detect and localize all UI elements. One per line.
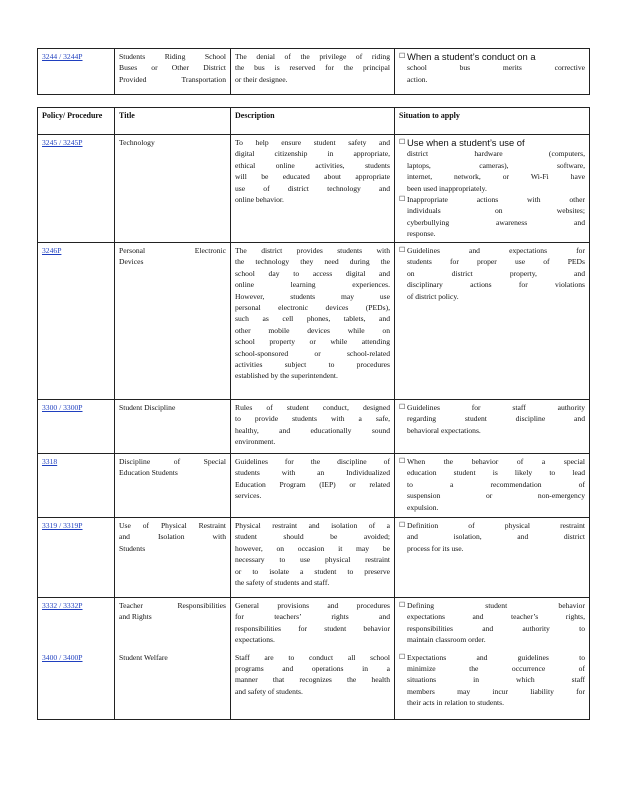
description-line: established by the superintendent. [235,371,338,381]
checkbox-icon: ☐ [399,246,406,254]
description-line: the technology they need during the [235,257,390,267]
situation-line: Inappropriate actions with other [407,195,585,205]
situation-cell [395,650,590,720]
checkbox-icon: ☐ [399,652,406,661]
title-line: Education Students [119,468,178,478]
situation-cell [395,400,590,454]
title-line: Provided Transportation [119,74,226,84]
situation-bullet [399,600,585,646]
policy-link[interactable]: 3332 / 3332P [42,601,83,610]
table-row [38,400,590,454]
situation-line: cyberbullying awareness and [407,217,585,227]
situation-line: and isolation, and district [407,532,585,542]
situation-line: internet, network, or Wi-Fi have [407,172,585,182]
situation-bullet [399,402,585,436]
situation-line: laptops, cameras), software, [407,160,585,170]
description-line: or to isolate a student to preserve [235,566,390,576]
table-row [38,243,590,400]
description-line: or their designee. [235,74,288,84]
header-policy: Policy/ Procedure [38,108,115,135]
situation-lead: Use when a student’s use of [407,137,525,148]
description-line: student should be avoided; [235,532,390,542]
situation-line: to a recommendation of [407,479,585,489]
policy-cell [38,518,115,598]
title-line: Teacher Responsibilities [119,601,226,610]
description-line: services. [235,491,262,501]
situation-bullet [399,456,585,513]
description-line: Staff are to conduct all school [235,652,390,662]
title-line: Buses or Other District [119,63,226,73]
top-table-fragment [37,48,590,95]
description-line: personal electronic devices (PEDs), [235,303,390,313]
situation-line: school bus merits corrective [407,63,585,73]
checkbox-icon: ☐ [399,403,406,411]
description-line: Guidelines for the discipline of [235,457,390,466]
description-line: activities subject to procedures [235,360,390,370]
description-line: will be educated about appropriate [235,172,390,182]
situation-line: regarding student discipline and [407,414,585,424]
description-line: school-sponsored or school-related [235,348,390,358]
description-line: healthy, and educationally sound [235,425,390,435]
description-cell [231,598,395,650]
policy-cell [38,135,115,243]
checkbox-icon: ☐ [399,457,406,465]
checkbox-icon: ☐ [399,521,406,529]
description-line: The denial of the privilege of riding [235,52,390,61]
table-row [38,135,590,243]
policy-link[interactable]: 3245 / 3245P [42,138,83,147]
situation-line: suspension or non-emergency [407,491,585,501]
description-line: programs and operations in a [235,663,390,673]
title-line: Students Riding School [119,52,226,61]
title-cell [115,454,231,518]
title-cell [115,135,231,243]
situation-bullet [399,520,585,554]
title-cell [115,243,231,400]
description-line: school day to access digital and [235,268,390,278]
checkbox-icon: ☐ [399,52,406,60]
policy-link[interactable]: 3300 / 3300P [42,403,83,412]
situation-line: Definition of physical restraint [407,521,585,530]
title-line: Technology [119,138,155,147]
situation-line: their acts in relation to students. [407,698,505,708]
checkbox-icon: ☐ [399,195,406,204]
description-line: online behavior. [235,195,284,205]
description-cell [231,650,395,720]
title-line: Student Welfare [119,652,168,662]
description-cell [231,518,395,598]
policy-link[interactable]: 3244 / 3244P [42,52,83,61]
situation-line: When the behavior of a special [407,457,585,466]
table-row [38,598,590,650]
situation-bullet [399,194,585,240]
description-line: Education Program (IEP) or related [235,479,390,489]
description-line: online learning experiences. [235,280,390,290]
description-line: the bus is reserved for the principal [235,63,390,73]
situation-line: Guidelines and expectations for [407,246,585,255]
situation-line: expulsion. [407,502,439,512]
policy-link[interactable]: 3246P [42,246,62,255]
title-line: and Rights [119,612,152,622]
situation-cell [395,454,590,518]
situation-line: action. [407,74,428,84]
title-line: and Isolation with [119,532,226,542]
description-line: digital citizenship in appropriate, [235,149,390,159]
description-line: To help ensure student safety and [235,138,390,147]
situation-line: Expectations and guidelines to [407,652,585,662]
situation-line: members may incur liability for [407,686,585,696]
title-cell [115,49,231,95]
situation-bullet [399,652,585,709]
checkbox-icon: ☐ [399,601,406,609]
description-line: the safety of students and staff. [235,578,330,588]
situation-line: Guidelines for staff authority [407,403,585,412]
policy-table [37,107,590,720]
description-line: environment. [235,437,276,447]
situation-line: on district property, and [407,268,585,278]
title-line: Personal Electronic [119,246,226,255]
description-cell [231,400,395,454]
policy-cell [38,650,115,720]
situation-line: been used inappropriately. [407,183,487,193]
header-title: Title [115,108,231,135]
policy-cell [38,243,115,400]
header-situation: Situation to apply [395,108,590,135]
situation-line: process for its use. [407,543,464,553]
description-line: However, students may use [235,291,390,301]
situation-bullet [399,137,585,194]
situation-cell [395,518,590,598]
situation-line: responsibilities and authority to [407,623,585,633]
situation-line: education student is likely to lead [407,468,585,478]
description-line: necessary to use physical restraint [235,555,390,565]
situation-line: district hardware (computers, [407,149,585,159]
description-line: and safety of students. [235,686,303,696]
description-cell [231,135,395,243]
situation-line: minimize the occurrence of [407,663,585,673]
description-line: other mobile devices while on [235,325,390,335]
description-line: Rules of student conduct, designed [235,403,390,412]
situation-line: expectations and teacher’s rights, [407,612,585,622]
description-line: expectations. [235,635,275,645]
description-cell [231,243,395,400]
description-line: General provisions and procedures [235,601,390,610]
description-line: such as cell phones, tablets, and [235,314,390,324]
situation-line: individuals on websites; [407,206,585,216]
description-line: ethical online activities, students [235,160,390,170]
situation-cell [395,135,590,243]
title-cell [115,518,231,598]
situation-line: behavioral expectations. [407,425,481,435]
description-line: responsibilities for student behavior [235,623,390,633]
table-row [38,518,590,598]
situation-line: situations in which staff [407,675,585,685]
table-row [38,454,590,518]
situation-line: disciplinary actions for violations [407,280,585,290]
situation-line: response. [407,229,436,239]
description-line: use of district technology and [235,183,390,193]
table-row [38,49,590,95]
title-line: Students [119,543,146,553]
table-header-row [38,108,590,135]
situation-cell [395,598,590,650]
title-cell [115,650,231,720]
situation-cell [395,49,590,95]
description-line: manner that recognizes the health [235,675,390,685]
title-line: Student Discipline [119,403,176,412]
description-line: to provide students with a safe, [235,414,390,424]
title-cell [115,400,231,454]
situation-line: maintain classroom order. [407,635,486,645]
situation-lead: When a student’s conduct on a [407,51,536,62]
situation-line: students for proper use of PEDs [407,257,585,267]
policy-cell [38,49,115,95]
title-line: Use of Physical Restraint [119,521,226,530]
description-line: The district provides students with [235,246,390,255]
description-line: Physical restraint and isolation of a [235,521,390,530]
policy-cell [38,598,115,650]
description-line: however, on occasion it may be [235,543,390,553]
situation-line: of district policy. [407,291,459,301]
situation-cell [395,243,590,400]
title-line: Discipline of Special [119,457,226,466]
table-body [38,135,590,720]
checkbox-icon: ☐ [399,138,406,146]
title-cell [115,598,231,650]
table-row [38,650,590,720]
description-cell [231,454,395,518]
title-line: Devices [119,257,144,267]
description-line: students with an Individualized [235,468,390,478]
policy-link[interactable]: 3400 / 3400P [42,652,83,662]
policy-cell [38,454,115,518]
policy-cell [38,400,115,454]
situation-line: Defining student behavior [407,601,585,610]
header-description: Description [231,108,395,135]
policy-link[interactable]: 3318 [42,457,58,466]
policy-link[interactable]: 3319 / 3319P [42,521,83,530]
situation-bullet [399,245,585,302]
description-cell [231,49,395,95]
description-line: for teachers’ rights and [235,612,390,622]
description-line: school property or while attending [235,337,390,347]
situation-bullet [399,51,585,85]
